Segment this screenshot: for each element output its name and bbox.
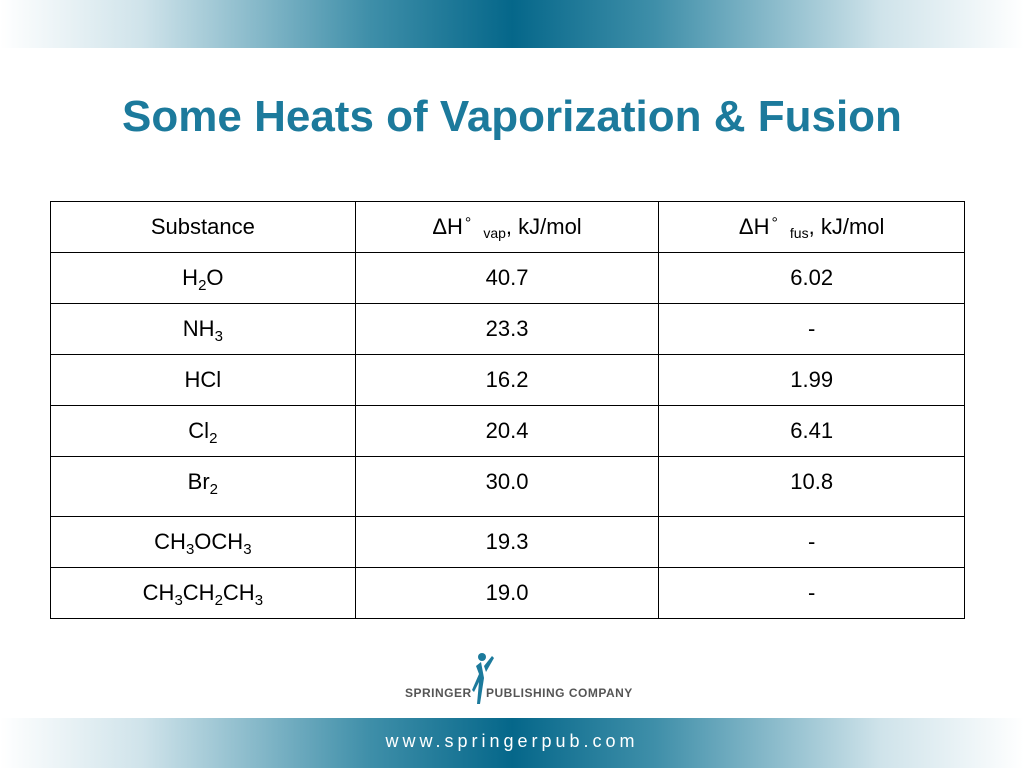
- springer-logo: [400, 652, 640, 708]
- fus-cell: -: [659, 304, 965, 355]
- footer-url: www.springerpub.com: [385, 731, 639, 751]
- table-row: [51, 457, 965, 517]
- substance-cell: $Cl_2$: [51, 406, 356, 457]
- vap-cell: 30.0: [355, 457, 659, 517]
- substance-cell: $Br_2$: [51, 457, 356, 517]
- table-row: [51, 253, 965, 304]
- table-row: [51, 304, 965, 355]
- vap-cell: 19.3: [355, 517, 659, 568]
- substance-cell: $H_2O$: [51, 253, 356, 304]
- fus-cell: 1.99: [659, 355, 965, 406]
- substance-cell: $CH_3OCH_3$: [51, 517, 356, 568]
- table-row: [51, 517, 965, 568]
- vap-cell: 40.7: [355, 253, 659, 304]
- slide-title: Some Heats of Vaporization & Fusion: [122, 92, 902, 141]
- fus-cell: -: [659, 568, 965, 619]
- fus-cell: 10.8: [659, 457, 965, 517]
- top-gradient-band: [0, 0, 1024, 48]
- logo-text-springer: SPRINGER: [405, 686, 472, 700]
- vap-cell: 23.3: [355, 304, 659, 355]
- table-row: [51, 355, 965, 406]
- vap-cell: 19.0: [355, 568, 659, 619]
- logo-text-publishing: PUBLISHING COMPANY: [486, 686, 633, 700]
- fus-cell: 6.02: [659, 253, 965, 304]
- vap-cell: 16.2: [355, 355, 659, 406]
- header-fus: ΔH °fus, kJ/mol: [659, 202, 965, 253]
- table-header-row: [51, 202, 965, 253]
- substance-cell: HCl: [51, 355, 356, 406]
- table-row: [51, 406, 965, 457]
- header-substance: Substance: [51, 202, 356, 253]
- vap-cell: 20.4: [355, 406, 659, 457]
- table-row: [51, 568, 965, 619]
- substance-cell: $NH_3$: [51, 304, 356, 355]
- fus-cell: 6.41: [659, 406, 965, 457]
- header-vap: ΔH °vap, kJ/mol: [355, 202, 659, 253]
- substance-cell: $CH_3CH_2CH_3$: [51, 568, 356, 619]
- fus-cell: -: [659, 517, 965, 568]
- heats-table: [50, 201, 965, 619]
